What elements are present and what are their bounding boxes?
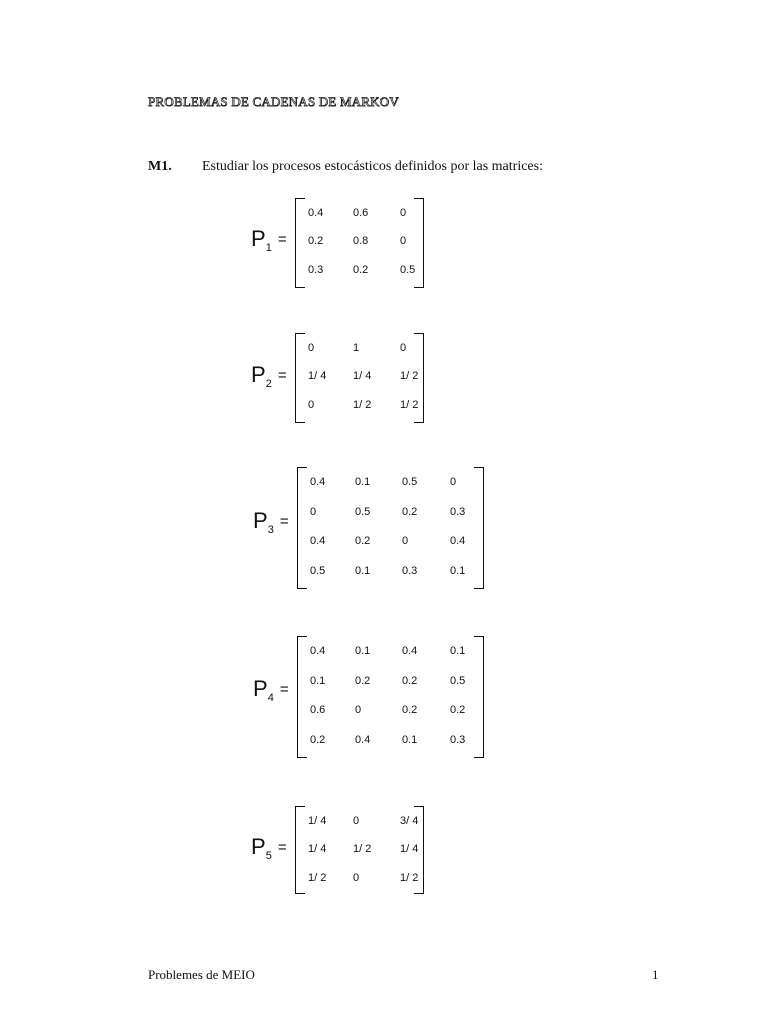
matrix-cell: 0.3 — [308, 264, 324, 276]
matrix-cell: 0.1 — [355, 645, 371, 657]
equals-sign: = — [277, 839, 287, 856]
matrix-cell: 1/ 4 — [353, 370, 372, 382]
problem-statement: Estudiar los procesos estocásticos definidos por las matrices: — [202, 159, 543, 174]
left-bracket — [295, 198, 305, 288]
matrix-cell: 0.5 — [400, 264, 416, 276]
matrix-cell: 0.6 — [310, 704, 326, 716]
matrix-cell: 0.6 — [353, 207, 369, 219]
left-bracket — [297, 636, 307, 758]
matrix-cell: 0.2 — [355, 535, 371, 547]
matrix-label — [251, 362, 287, 388]
matrix — [297, 636, 484, 758]
right-bracket — [474, 636, 484, 758]
matrix-cell: 0 — [308, 399, 315, 411]
matrix-cell: 0.1 — [450, 645, 466, 657]
matrix-subscript: 4 — [267, 692, 274, 704]
matrix-cell: 0.4 — [310, 535, 326, 547]
matrix-label — [251, 834, 287, 860]
matrix-cell: 0.2 — [355, 675, 371, 687]
matrix-cell: 0.1 — [450, 565, 466, 577]
matrix-cell: 0.4 — [355, 734, 371, 746]
matrix-cell: 0.4 — [402, 645, 418, 657]
matrix-cell: 1/ 4 — [308, 843, 327, 855]
matrix-label — [251, 226, 287, 252]
matrix-cell: 1/ 2 — [353, 399, 372, 411]
matrix-cell: 0.1 — [402, 734, 418, 746]
equals-sign: = — [279, 513, 289, 530]
matrix-cell: 0 — [400, 235, 407, 247]
matrix-cell: 0.8 — [353, 235, 369, 247]
matrix-cell: 1/ 2 — [308, 872, 327, 884]
matrix-cell: 0.2 — [402, 704, 418, 716]
matrix — [295, 198, 424, 288]
matrix-subscript: 5 — [265, 850, 272, 862]
matrix-cell: 3/ 4 — [400, 815, 419, 827]
matrix-cell: 0 — [400, 207, 407, 219]
matrix-cell: 0.5 — [450, 675, 466, 687]
matrix-cell: 0.2 — [310, 734, 326, 746]
matrix-cell: 0.1 — [355, 476, 371, 488]
matrix-cell: 0.4 — [310, 645, 326, 657]
right-bracket — [474, 467, 484, 589]
matrix-letter: P — [253, 508, 268, 533]
left-bracket — [297, 467, 307, 589]
matrix-cell: 0 — [355, 704, 362, 716]
matrix — [295, 333, 424, 423]
left-bracket — [295, 333, 305, 423]
matrix-cell: 0 — [353, 872, 360, 884]
matrix-cell: 0.4 — [308, 207, 324, 219]
matrix-letter: P — [251, 834, 266, 859]
matrix-cell: 0.3 — [402, 565, 418, 577]
matrix-cell: 0 — [400, 342, 407, 354]
page-number: 1 — [652, 967, 659, 982]
matrix-cell: 0.2 — [353, 264, 369, 276]
matrix-cell: 0.5 — [310, 565, 326, 577]
matrix-cell: 1/ 2 — [400, 399, 419, 411]
matrix-letter: P — [251, 226, 266, 251]
matrix-cell: 0.5 — [355, 506, 371, 518]
matrix-cell: 0.4 — [450, 535, 466, 547]
matrix-cell: 0.3 — [450, 734, 466, 746]
equals-sign: = — [277, 367, 287, 384]
matrix-cell: 0.2 — [308, 235, 324, 247]
right-bracket — [414, 198, 424, 288]
matrix-cell: 1 — [353, 342, 360, 354]
matrix-cell: 0.1 — [310, 675, 326, 687]
matrix-cell: 1/ 2 — [400, 370, 419, 382]
matrix-subscript: 1 — [265, 242, 272, 254]
left-bracket — [295, 806, 305, 894]
matrix-cell: 0 — [310, 506, 317, 518]
equals-sign: = — [279, 681, 289, 698]
matrix-cell: 0.2 — [402, 506, 418, 518]
matrix-letter: P — [251, 362, 266, 387]
matrix-cell: 0.5 — [402, 476, 418, 488]
matrix-cell: 1/ 4 — [400, 843, 419, 855]
matrix-label — [253, 508, 289, 534]
matrix-cell: 0 — [402, 535, 409, 547]
matrix-cell: 0.3 — [450, 506, 466, 518]
footer-text: Problemes de MEIO — [148, 967, 255, 982]
matrix-cell: 0.2 — [402, 675, 418, 687]
matrix — [295, 806, 424, 894]
matrix-cell: 0.1 — [355, 565, 371, 577]
matrix-subscript: 3 — [267, 524, 274, 536]
matrix-cell: 1/ 2 — [400, 872, 419, 884]
matrix-cell: 0 — [353, 815, 360, 827]
matrix — [297, 467, 484, 589]
matrix-cell: 0 — [308, 342, 315, 354]
matrix-cell: 1/ 2 — [353, 843, 372, 855]
matrix-cell: 0.4 — [310, 476, 326, 488]
matrix-cell: 0.2 — [450, 704, 466, 716]
matrix-subscript: 2 — [265, 378, 272, 390]
matrix-cell: 1/ 4 — [308, 815, 327, 827]
matrix-letter: P — [253, 676, 268, 701]
page-title: PROBLEMAS DE CADENAS DE MARKOV — [148, 94, 399, 109]
matrix-cell: 0 — [450, 476, 457, 488]
matrix-cell: 1/ 4 — [308, 370, 327, 382]
problem-label: M1. — [148, 159, 172, 174]
equals-sign: = — [277, 231, 287, 248]
matrix-label — [253, 676, 289, 702]
